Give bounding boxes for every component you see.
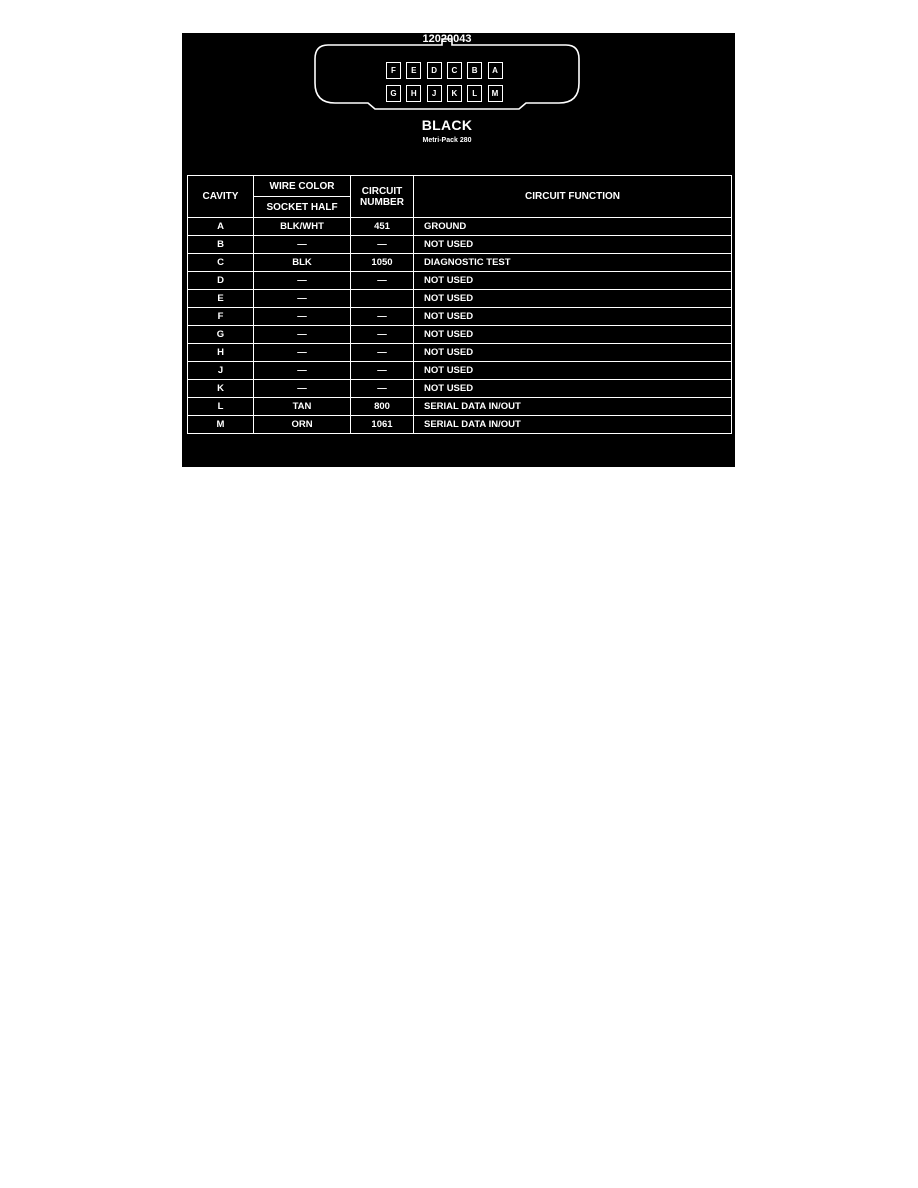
table-row xyxy=(188,218,732,236)
pin-k: K xyxy=(447,85,462,102)
cell-circuit-function: NOT USED xyxy=(414,236,732,254)
cell-wire-color: — xyxy=(254,272,351,290)
connector-color: BLACK xyxy=(421,117,473,133)
cell-circuit-number: — xyxy=(351,272,414,290)
cell-circuit-number: 1050 xyxy=(351,254,414,272)
table-row xyxy=(188,308,732,326)
table-row xyxy=(188,344,732,362)
cell-circuit-function: SERIAL DATA IN/OUT xyxy=(414,416,732,434)
cell-circuit-function: DIAGNOSTIC TEST xyxy=(414,254,732,272)
pin-b: B xyxy=(467,62,482,79)
cell-wire-color: ORN xyxy=(254,416,351,434)
header-socket-half: SOCKET HALF xyxy=(254,197,351,218)
cell-circuit-number: 451 xyxy=(351,218,414,236)
cell-wire-color: — xyxy=(254,236,351,254)
cell-circuit-function: NOT USED xyxy=(414,272,732,290)
cell-wire-color: BLK/WHT xyxy=(254,218,351,236)
pin-h: H xyxy=(406,85,421,102)
cell-circuit-number: — xyxy=(351,236,414,254)
cell-circuit-function: NOT USED xyxy=(414,308,732,326)
cell-cavity: L xyxy=(188,398,254,416)
pinout-table xyxy=(187,175,732,434)
cell-wire-color: — xyxy=(254,362,351,380)
cell-circuit-function: SERIAL DATA IN/OUT xyxy=(414,398,732,416)
cell-wire-color: TAN xyxy=(254,398,351,416)
pin-c: C xyxy=(447,62,462,79)
cell-circuit-number: — xyxy=(351,362,414,380)
pin-f: F xyxy=(386,62,401,79)
cell-wire-color: — xyxy=(254,326,351,344)
cell-cavity: F xyxy=(188,308,254,326)
cell-circuit-function: NOT USED xyxy=(414,380,732,398)
cell-cavity: C xyxy=(188,254,254,272)
pin-m: M xyxy=(488,85,503,102)
pin-d: D xyxy=(427,62,442,79)
table-row xyxy=(188,254,732,272)
header-wire-color: WIRE COLOR xyxy=(254,176,351,197)
part-number: 12020043 xyxy=(422,33,472,45)
cell-circuit-function: GROUND xyxy=(414,218,732,236)
table-row xyxy=(188,236,732,254)
cell-circuit-number: — xyxy=(351,326,414,344)
cell-cavity: A xyxy=(188,218,254,236)
connector-family: Metri-Pack 280 xyxy=(422,137,472,144)
cell-cavity: M xyxy=(188,416,254,434)
cell-circuit-number: — xyxy=(351,344,414,362)
cell-circuit-number: — xyxy=(351,308,414,326)
cell-circuit-number: 800 xyxy=(351,398,414,416)
pin-g: G xyxy=(386,85,401,102)
cell-wire-color: — xyxy=(254,344,351,362)
cell-circuit-function: NOT USED xyxy=(414,326,732,344)
cell-circuit-number xyxy=(351,290,414,308)
cell-circuit-function: NOT USED xyxy=(414,362,732,380)
pin-e: E xyxy=(406,62,421,79)
header-circuit-function: CIRCUIT FUNCTION xyxy=(414,176,732,218)
table-row xyxy=(188,380,732,398)
cell-wire-color: — xyxy=(254,290,351,308)
cell-cavity: G xyxy=(188,326,254,344)
header-circuit-number: CIRCUIT NUMBER xyxy=(351,176,414,218)
cell-circuit-number: — xyxy=(351,380,414,398)
pinout-rows xyxy=(188,218,732,434)
cell-wire-color: BLK xyxy=(254,254,351,272)
cell-cavity: D xyxy=(188,272,254,290)
table-row xyxy=(188,416,732,434)
cell-wire-color: — xyxy=(254,308,351,326)
cell-cavity: J xyxy=(188,362,254,380)
cell-cavity: H xyxy=(188,344,254,362)
cell-cavity: B xyxy=(188,236,254,254)
table-row xyxy=(188,290,732,308)
table-row xyxy=(188,398,732,416)
header-cavity: CAVITY xyxy=(188,176,254,218)
cell-cavity: E xyxy=(188,290,254,308)
pin-a: A xyxy=(488,62,503,79)
pin-j: J xyxy=(427,85,442,102)
table-row xyxy=(188,326,732,344)
pin-l: L xyxy=(467,85,482,102)
table-row xyxy=(188,362,732,380)
cell-circuit-function: NOT USED xyxy=(414,290,732,308)
cell-circuit-function: NOT USED xyxy=(414,344,732,362)
connector-figure xyxy=(182,33,735,467)
cell-circuit-number: 1061 xyxy=(351,416,414,434)
cell-cavity: K xyxy=(188,380,254,398)
table-row xyxy=(188,272,732,290)
cell-wire-color: — xyxy=(254,380,351,398)
